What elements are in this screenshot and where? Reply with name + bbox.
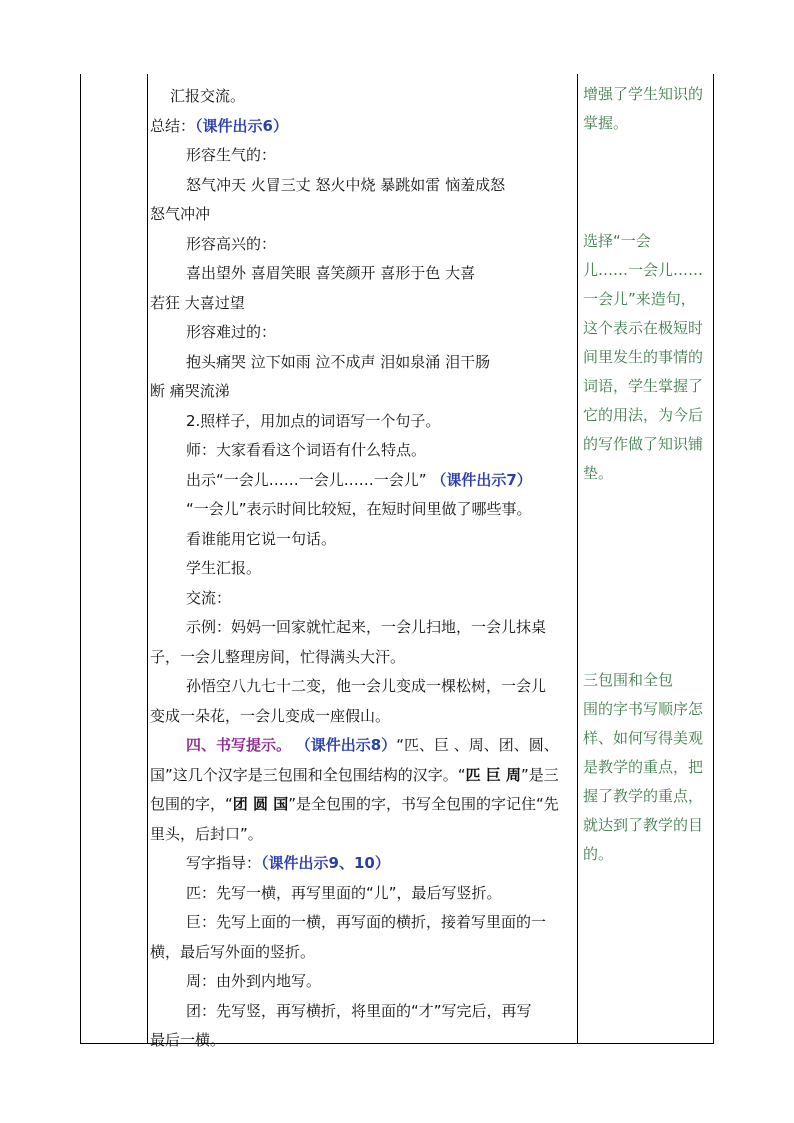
content-segment-purple: 四、书写提示。: [186, 736, 292, 754]
content-segment: 示例：妈妈一回家就忙起来，一会儿扫地，一会儿抹桌: [186, 618, 547, 636]
content-segment: 变成一朵花，一会儿变成一座假山。: [150, 706, 391, 725]
content-segment: 若狂 大喜过望: [150, 293, 245, 312]
content-line: [150, 794, 559, 814]
content-segment-blue: （课件出示7）: [431, 470, 532, 489]
content-segment: 总结：: [150, 116, 196, 135]
content-line: [150, 676, 546, 696]
note-line: 围的字书写顺序怎: [583, 700, 704, 718]
content-segment: 巨：先写上面的一横，再写面的横折，接着写里面的一: [186, 913, 547, 931]
content-line: [150, 558, 261, 578]
column-divider-left: [147, 74, 148, 1043]
content-segment: 怒气冲冲: [150, 205, 211, 223]
content-line: [150, 263, 475, 283]
content-line: [150, 942, 315, 962]
content-segment: 包围的字，“: [150, 795, 233, 813]
content-segment: 怒气冲天 火冒三丈 怒火中烧 暴跳如雷 恼羞成怒: [186, 175, 506, 194]
content-segment: “一会儿”表示时间比较短，在短时间里做了哪些事。: [186, 500, 532, 518]
content-segment: 形容高兴的：: [186, 234, 277, 253]
content-segment-blue: （课件出示9、10）: [261, 854, 390, 872]
content-line: [150, 86, 245, 106]
content-segment: 断 痛哭流涕: [150, 382, 230, 400]
content-segment-blue: （课件出示8）: [295, 736, 397, 754]
note-line: 掌握。: [583, 114, 629, 132]
note-line: 握了教学的重点，: [583, 787, 704, 805]
note-line: 儿……一会儿……: [583, 261, 704, 279]
note-line: 选择“一会: [583, 232, 651, 250]
content-line: [150, 322, 276, 342]
note-line: 三包围和全包: [583, 671, 674, 689]
content-segment: “匹、巨 、周、团、圆、: [396, 736, 559, 754]
content-line: [150, 853, 390, 873]
content-segment: 匹：先写一横，再写里面的“儿”，最后写竖折。: [186, 883, 502, 902]
content-segment: 出示“一会儿……一会儿……一会儿”: [186, 470, 432, 489]
content-line: [150, 175, 505, 195]
content-line: [150, 529, 336, 549]
content-line: [150, 440, 426, 460]
note-line: 的。: [583, 845, 614, 863]
content-segment: 横，最后写外面的竖折。: [150, 942, 316, 961]
note-line: 样、如何写得美观: [583, 729, 704, 747]
note-line: 它的用法，为今后: [583, 406, 704, 424]
content-segment: 形容难过的：: [186, 323, 277, 341]
content-segment: 汇报交流。: [170, 87, 246, 105]
content-segment-bold: 匹 巨 周: [465, 765, 521, 784]
content-line: [150, 647, 405, 667]
note-line: 一会儿”来造句，: [583, 290, 696, 308]
note-line: 就达到了教学的目: [583, 816, 704, 834]
content-segment: 师：大家看看这个词语有什么特点。: [186, 441, 427, 459]
content-line: [150, 381, 230, 401]
content-line: [150, 735, 559, 755]
content-segment: 国”这几个汉字是三包围和全包围结构的汉字。“: [150, 765, 466, 784]
note-line: 词语，学生掌握了: [583, 377, 704, 395]
content-line: [150, 912, 546, 932]
content-segment-bold: 团 圆 国: [232, 795, 289, 813]
content-line: [150, 499, 532, 519]
content-line: [150, 411, 440, 431]
content-line: [150, 617, 546, 637]
content-line: [150, 971, 321, 991]
note-line: 增强了学生知识的: [583, 85, 704, 103]
content-line: [150, 706, 390, 726]
content-segment: 孙悟空八九七十二变，他一会儿变成一棵松树，一会儿: [186, 677, 547, 695]
note-line: 是教学的重点，把: [583, 758, 704, 776]
content-segment-blue: （课件出示6）: [195, 116, 288, 135]
content-line: [150, 352, 490, 372]
note-line: 间里发生的事情的: [583, 348, 704, 366]
content-line: [150, 1001, 532, 1021]
content-segment: 学生汇报。: [186, 559, 262, 577]
content-segment: 最后一横。: [150, 1031, 226, 1049]
content-line: [150, 145, 276, 165]
content-segment: 子，一会儿整理房间，忙得满头大汗。: [150, 647, 406, 666]
content-segment: 看谁能用它说一句话。: [186, 529, 337, 548]
content-line: [150, 234, 276, 254]
content-segment: 交流：: [186, 588, 232, 607]
note-line: 这个表示在极短时: [583, 319, 704, 337]
lesson-table: [80, 74, 714, 1049]
content-line: [150, 883, 502, 903]
content-line: [150, 293, 245, 313]
content-segment: 形容生气的：: [186, 146, 277, 164]
content-line: [150, 1030, 225, 1050]
content-segment: 周：由外到内地写。: [186, 972, 322, 990]
content-line: [150, 204, 210, 224]
content-segment: 2.照样子，用加点的词语写一个句子。: [186, 411, 441, 430]
content-line: [150, 116, 288, 136]
content-segment: ”是全包围的字，书写全包围的字记住“先: [288, 795, 559, 813]
content-line: [150, 765, 559, 785]
content-segment: 喜出望外 喜眉笑眼 喜笑颜开 喜形于色 大喜: [186, 264, 476, 282]
content-line: [150, 470, 532, 490]
note-line: 的写作做了知识铺: [583, 435, 704, 453]
content-line: [150, 588, 231, 608]
content-segment: 里头，后封口”。: [150, 824, 263, 843]
content-segment: 写字指导：: [186, 854, 262, 872]
note-line: 垫。: [583, 464, 614, 482]
content-line: [150, 824, 263, 844]
content-segment: 团：先写竖，再写横折，将里面的“才”写完后，再写: [186, 1001, 532, 1020]
content-segment: ”是三: [521, 765, 559, 784]
content-segment: 抱头痛哭 泣下如雨 泣不成声 泪如泉涌 泪干肠: [186, 352, 491, 371]
column-divider-right: [577, 74, 578, 1043]
